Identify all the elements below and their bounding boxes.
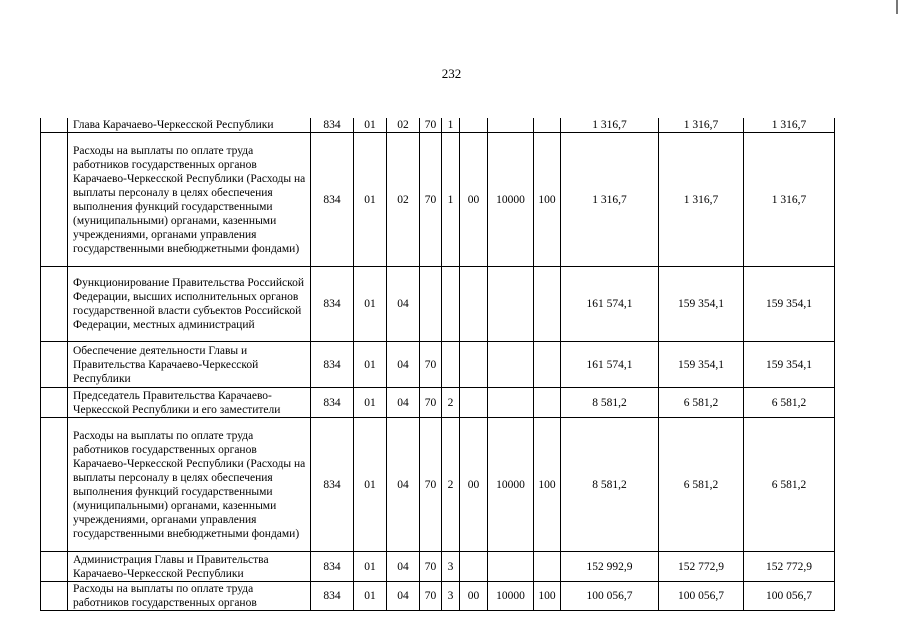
cell-pr: 04 (387, 267, 420, 342)
cell-main-event (460, 267, 488, 342)
cell-name: Обеспечение деятельности Главы и Правительства Карачаево-Черкесской Республики (68, 342, 311, 388)
cell-pr: 04 (387, 418, 420, 552)
cell-rz: 01 (354, 133, 387, 267)
table-row (41, 388, 835, 418)
cell-vr: 100 (534, 582, 561, 611)
cell-ved: 834 (311, 267, 354, 342)
cell-direction (488, 342, 534, 388)
cell-sum-2: 6 581,2 (659, 388, 744, 418)
cell-ved: 834 (311, 118, 354, 133)
row-indent-cell (41, 342, 68, 388)
cell-name: Председатель Правительства Карачаево-Черкесской Республики и его заместители (68, 388, 311, 418)
cell-subprogram: 2 (442, 388, 460, 418)
cell-vr: 100 (534, 133, 561, 267)
cell-sum-3: 152 772,9 (744, 552, 835, 582)
row-indent-cell (41, 582, 68, 611)
cell-direction (488, 552, 534, 582)
cell-sum-3: 1 316,7 (744, 133, 835, 267)
cell-program: 70 (420, 552, 442, 582)
cell-vr (534, 342, 561, 388)
cell-sum-2: 159 354,1 (659, 342, 744, 388)
cell-sum-2: 159 354,1 (659, 267, 744, 342)
cell-sum-1: 1 316,7 (561, 118, 659, 133)
cell-main-event: 00 (460, 582, 488, 611)
cell-sum-2: 152 772,9 (659, 552, 744, 582)
row-indent-cell (41, 418, 68, 552)
cell-pr: 04 (387, 582, 420, 611)
cell-sum-1: 161 574,1 (561, 342, 659, 388)
cell-name: Глава Карачаево-Черкесской Республики (68, 118, 311, 133)
page-edge-mark (896, 0, 898, 14)
cell-direction: 10000 (488, 133, 534, 267)
cell-sum-1: 100 056,7 (561, 582, 659, 611)
cell-vr (534, 267, 561, 342)
cell-pr: 04 (387, 552, 420, 582)
cell-rz: 01 (354, 342, 387, 388)
cell-main-event: 00 (460, 418, 488, 552)
cell-main-event (460, 388, 488, 418)
cell-ved: 834 (311, 342, 354, 388)
cell-ved: 834 (311, 552, 354, 582)
cell-sum-3: 6 581,2 (744, 388, 835, 418)
cell-program: 70 (420, 342, 442, 388)
cell-sum-1: 8 581,2 (561, 418, 659, 552)
cell-direction (488, 118, 534, 133)
budget-table (40, 118, 835, 611)
cell-direction: 10000 (488, 582, 534, 611)
table-row (41, 342, 835, 388)
cell-main-event (460, 342, 488, 388)
cell-ved: 834 (311, 418, 354, 552)
cell-vr (534, 388, 561, 418)
cell-sum-2: 1 316,7 (659, 133, 744, 267)
cell-name: Администрация Главы и Правительства Карачаево-Черкесской Республики (68, 552, 311, 582)
row-indent-cell (41, 267, 68, 342)
cell-subprogram: 1 (442, 133, 460, 267)
cell-sum-1: 161 574,1 (561, 267, 659, 342)
cell-vr: 100 (534, 418, 561, 552)
cell-ved: 834 (311, 388, 354, 418)
cell-subprogram: 3 (442, 552, 460, 582)
cell-sum-1: 8 581,2 (561, 388, 659, 418)
table-row (41, 582, 835, 611)
cell-program: 70 (420, 118, 442, 133)
cell-rz: 01 (354, 418, 387, 552)
cell-rz: 01 (354, 118, 387, 133)
cell-main-event (460, 552, 488, 582)
cell-vr (534, 118, 561, 133)
cell-sum-2: 100 056,7 (659, 582, 744, 611)
table-row (41, 267, 835, 342)
cell-subprogram: 2 (442, 418, 460, 552)
cell-sum-2: 1 316,7 (659, 118, 744, 133)
cell-sum-3: 6 581,2 (744, 418, 835, 552)
cell-sum-1: 1 316,7 (561, 133, 659, 267)
cell-rz: 01 (354, 267, 387, 342)
cell-rz: 01 (354, 388, 387, 418)
cell-subprogram: 3 (442, 582, 460, 611)
cell-sum-3: 100 056,7 (744, 582, 835, 611)
cell-name: Функционирование Правительства Российской Федерации, высших исполнительных органов государственной власти субъектов Российской Федерации, местных администраций (68, 267, 311, 342)
cell-sum-3: 159 354,1 (744, 267, 835, 342)
cell-pr: 04 (387, 388, 420, 418)
row-indent-cell (41, 133, 68, 267)
cell-program: 70 (420, 388, 442, 418)
cell-pr: 02 (387, 133, 420, 267)
cell-sum-1: 152 992,9 (561, 552, 659, 582)
cell-pr: 04 (387, 342, 420, 388)
row-indent-cell (41, 552, 68, 582)
cell-program: 70 (420, 418, 442, 552)
cell-main-event: 00 (460, 133, 488, 267)
row-indent-cell (41, 118, 68, 133)
cell-direction (488, 267, 534, 342)
cell-name: Расходы на выплаты по оплате труда работников государственных органов Карачаево-Черкесской Республики (Расходы на выплаты персоналу в целях обеспечения выполнения функций государственными (муниципальными) органами, казенными учреждениями, органами управления государственными внебюджетными фондами) (68, 133, 311, 267)
page-number: 232 (441, 66, 462, 81)
cell-pr: 02 (387, 118, 420, 133)
cell-sum-3: 159 354,1 (744, 342, 835, 388)
row-indent-cell (41, 388, 68, 418)
cell-ved: 834 (311, 133, 354, 267)
cell-rz: 01 (354, 552, 387, 582)
cell-direction (488, 388, 534, 418)
table-row (41, 118, 835, 133)
cell-program (420, 267, 442, 342)
cell-subprogram (442, 342, 460, 388)
cell-sum-3: 1 316,7 (744, 118, 835, 133)
table-row (41, 552, 835, 582)
cell-program: 70 (420, 133, 442, 267)
cell-program: 70 (420, 582, 442, 611)
cell-sum-2: 6 581,2 (659, 418, 744, 552)
cell-subprogram (442, 267, 460, 342)
cell-direction: 10000 (488, 418, 534, 552)
table-row (41, 418, 835, 552)
cell-rz: 01 (354, 582, 387, 611)
cell-subprogram: 1 (442, 118, 460, 133)
cell-name: Расходы на выплаты по оплате труда работников государственных органов Карачаево-Черкесской Республики (Расходы на выплаты персоналу в целях обеспечения выполнения функций государственными (муниципальными) органами, казенными учреждениями, органами управления государственными внебюджетными фондами) (68, 418, 311, 552)
table-row (41, 133, 835, 267)
cell-ved: 834 (311, 582, 354, 611)
cell-vr (534, 552, 561, 582)
cell-main-event (460, 118, 488, 133)
cell-name: Расходы на выплаты по оплате труда работников государственных органов (68, 582, 311, 611)
